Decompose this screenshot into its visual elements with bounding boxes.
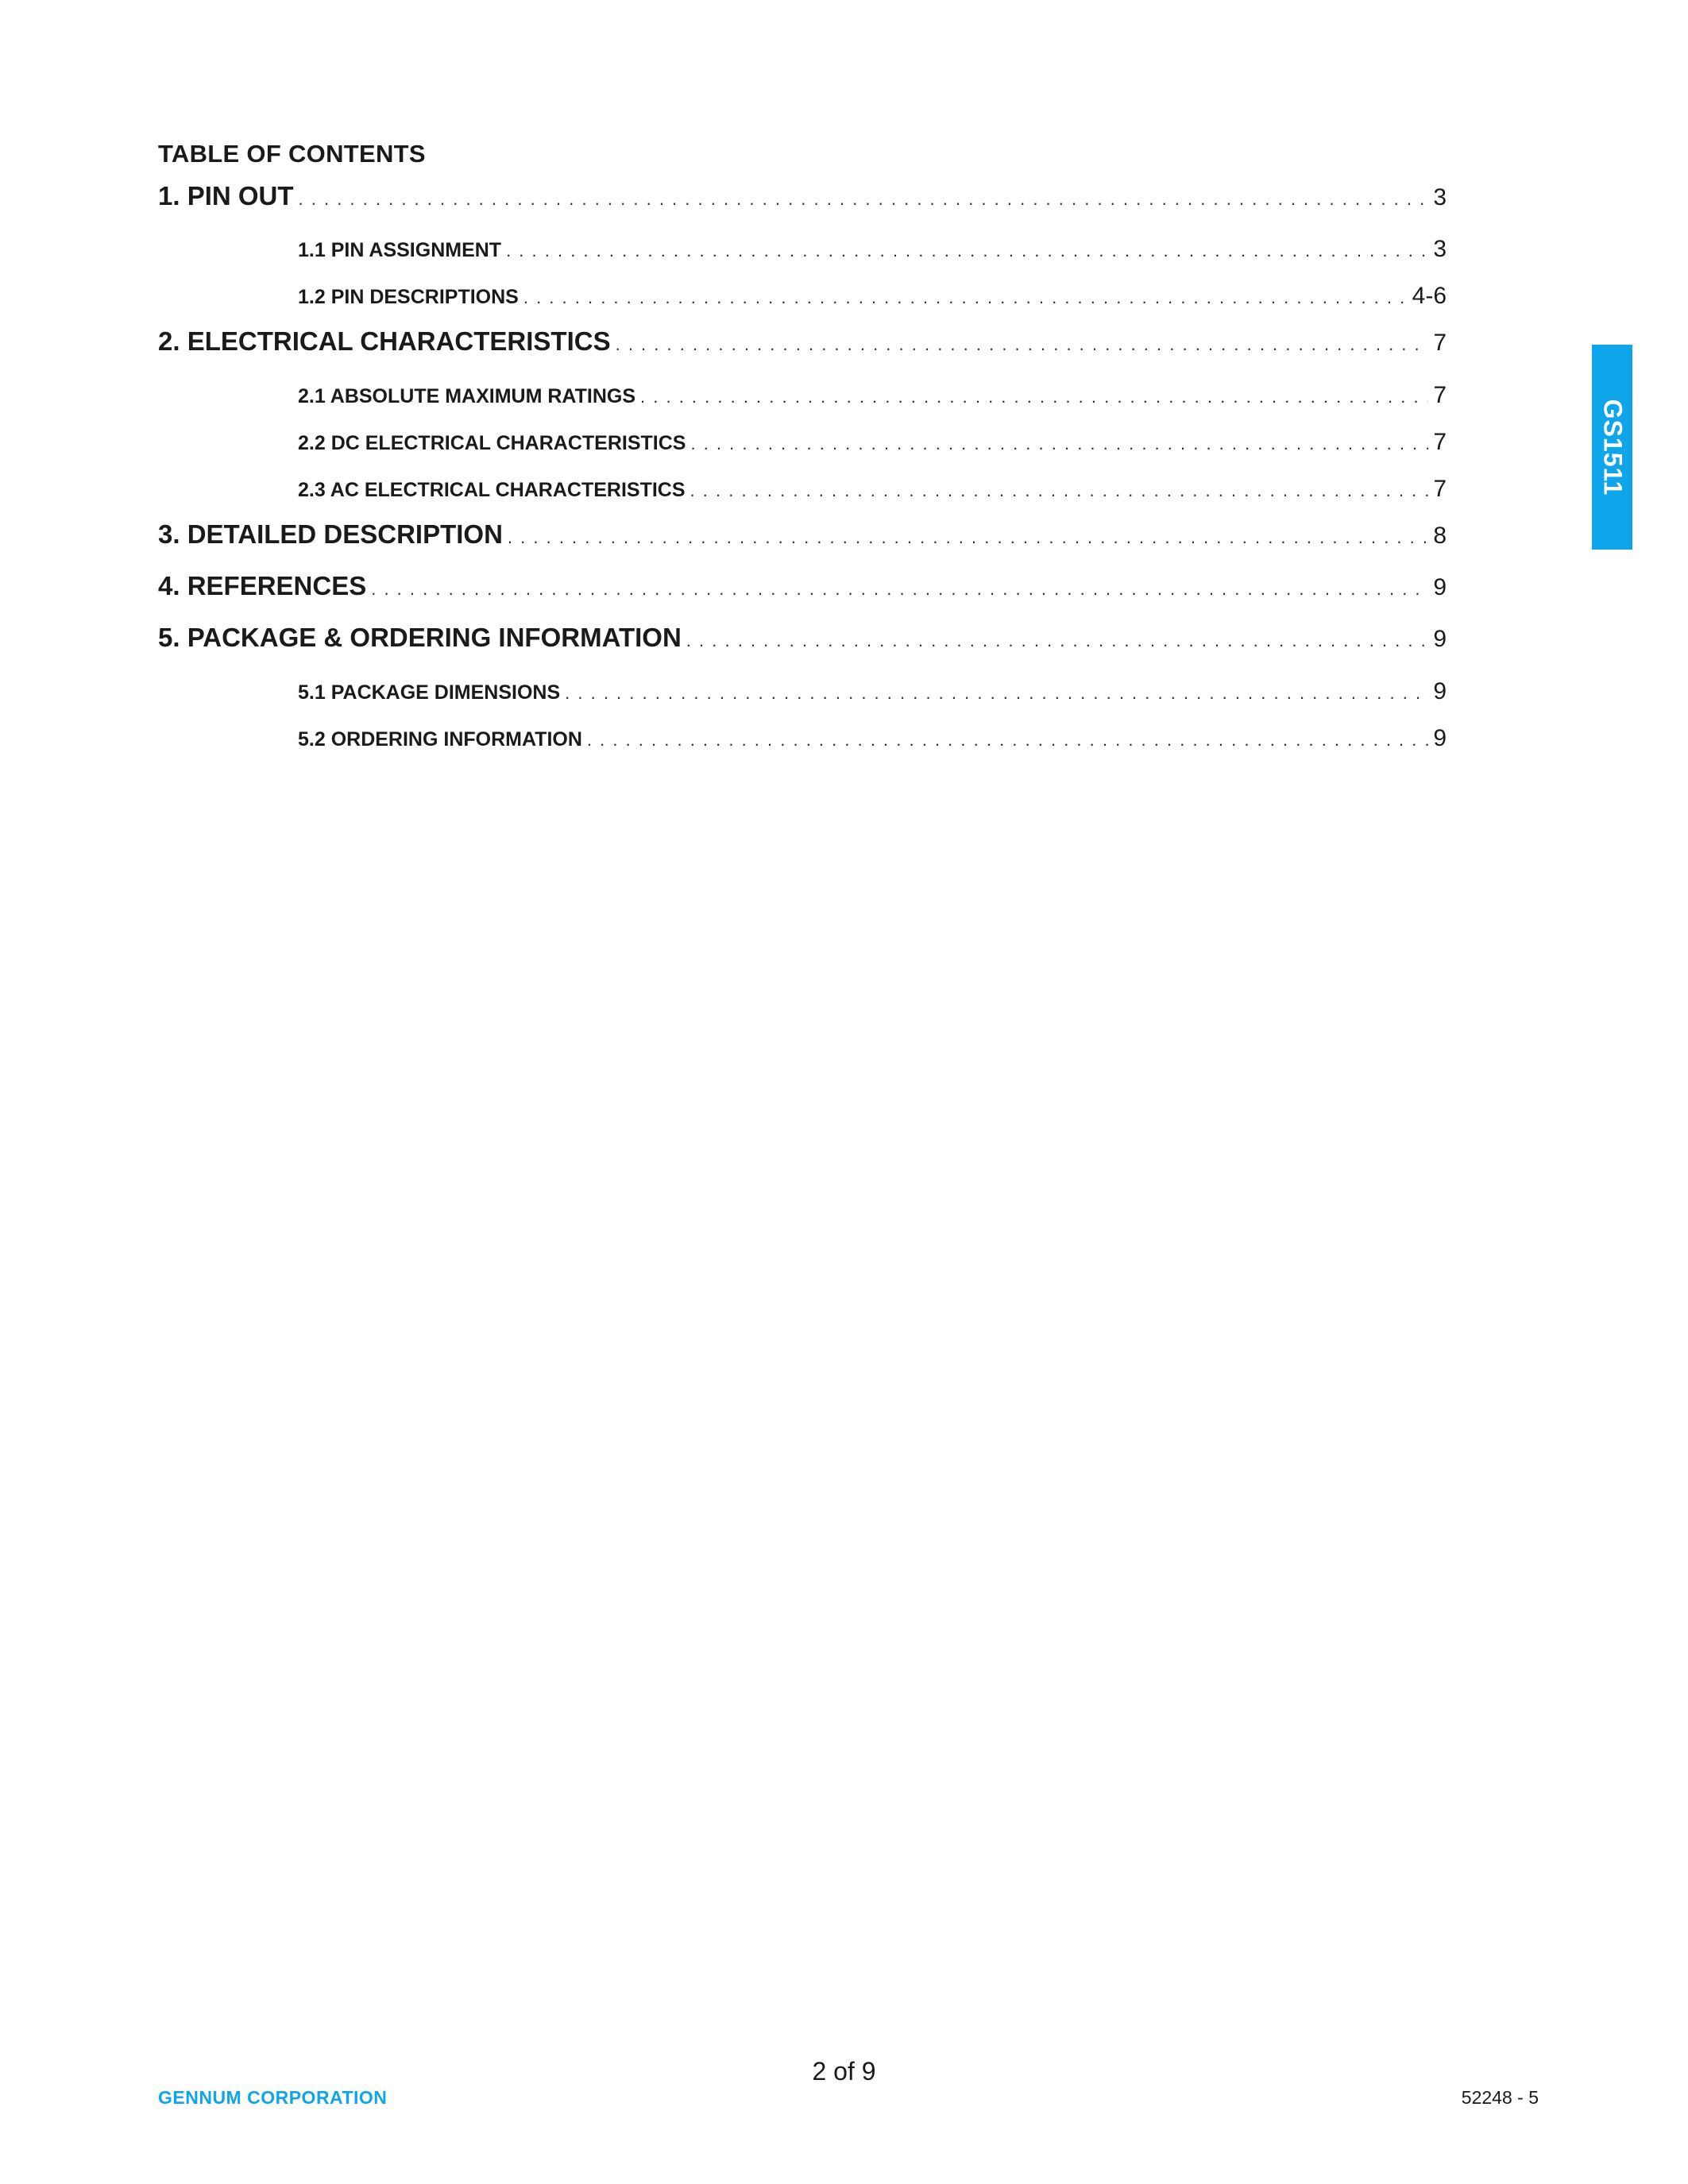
toc-entry-label: 5.1 PACKAGE DIMENSIONS xyxy=(298,681,561,704)
toc-entry-label: 2.2 DC ELECTRICAL CHARACTERISTICS xyxy=(298,432,686,454)
toc-entry-ac-electrical-characteristics[interactable] xyxy=(298,476,1447,503)
toc-entry-page: 7 xyxy=(1433,429,1447,455)
toc-leader-dots xyxy=(299,189,1429,210)
toc-entry-label: 2.3 AC ELECTRICAL CHARACTERISTICS xyxy=(298,479,686,501)
toc-entry-electrical-characteristics[interactable] xyxy=(158,326,1447,357)
toc-entry-pin-out[interactable] xyxy=(158,181,1447,211)
toc-entry-label: 2. ELECTRICAL CHARACTERISTICS xyxy=(158,326,611,356)
toc-entry-label: 3. DETAILED DESCRIPTION xyxy=(158,519,503,549)
toc-entry-label: 2.1 ABSOLUTE MAXIMUM RATINGS xyxy=(298,385,636,407)
toc-entry-page: 9 xyxy=(1433,626,1447,652)
toc-entry-page: 7 xyxy=(1433,382,1447,408)
toc-entry-label: 4. REFERENCES xyxy=(158,571,367,600)
toc-entry-package-ordering-information[interactable] xyxy=(158,623,1447,653)
toc-leader-dots xyxy=(640,387,1428,407)
page-number: 2 of 9 xyxy=(812,2057,876,2086)
toc-entry-detailed-description[interactable] xyxy=(158,519,1447,550)
toc-entry-page: 9 xyxy=(1433,725,1447,751)
toc-leader-dots xyxy=(690,434,1428,454)
product-side-tab xyxy=(1592,345,1632,550)
toc-entry-label: 5.2 ORDERING INFORMATION xyxy=(298,728,582,751)
toc-entry-page: 3 xyxy=(1433,184,1447,210)
toc-entry-pin-descriptions[interactable] xyxy=(298,283,1447,310)
toc-leader-dots xyxy=(506,241,1428,261)
toc-entry-label: 1.2 PIN DESCRIPTIONS xyxy=(298,286,519,308)
toc-entry-page: 3 xyxy=(1433,236,1447,262)
toc-entry-dc-electrical-characteristics[interactable] xyxy=(298,429,1447,456)
product-name-label: GS1511 xyxy=(1598,399,1627,496)
toc-entry-absolute-maximum-ratings[interactable] xyxy=(298,382,1447,409)
toc-leader-dots xyxy=(371,579,1428,600)
toc-entry-page: 9 xyxy=(1433,574,1447,600)
toc-leader-dots xyxy=(587,730,1428,751)
toc-entry-label: 5. PACKAGE & ORDERING INFORMATION xyxy=(158,623,682,652)
toc-title: TABLE OF CONTENTS xyxy=(158,140,426,168)
toc-leader-dots xyxy=(690,480,1429,501)
toc-entry-ordering-information[interactable] xyxy=(298,725,1447,752)
toc-entry-page: 7 xyxy=(1433,476,1447,502)
toc-leader-dots xyxy=(565,683,1428,704)
toc-entry-pin-assignment[interactable] xyxy=(298,236,1447,263)
toc-entry-label: 1. PIN OUT xyxy=(158,181,294,210)
footer-company-name: GENNUM CORPORATION xyxy=(158,2087,388,2108)
toc-entry-page: 9 xyxy=(1433,678,1447,704)
toc-entry-label: 1.1 PIN ASSIGNMENT xyxy=(298,239,502,261)
toc-entry-package-dimensions[interactable] xyxy=(298,678,1447,705)
toc-leader-dots xyxy=(686,631,1429,651)
toc-leader-dots xyxy=(523,287,1408,308)
toc-entry-references[interactable] xyxy=(158,571,1447,601)
toc-entry-page: 7 xyxy=(1433,330,1447,356)
toc-entry-page: 4-6 xyxy=(1412,283,1447,309)
footer-document-number: 52248 - 5 xyxy=(1461,2087,1539,2108)
toc-leader-dots xyxy=(508,527,1428,548)
toc-entry-page: 8 xyxy=(1433,523,1447,549)
toc-leader-dots xyxy=(616,334,1429,355)
